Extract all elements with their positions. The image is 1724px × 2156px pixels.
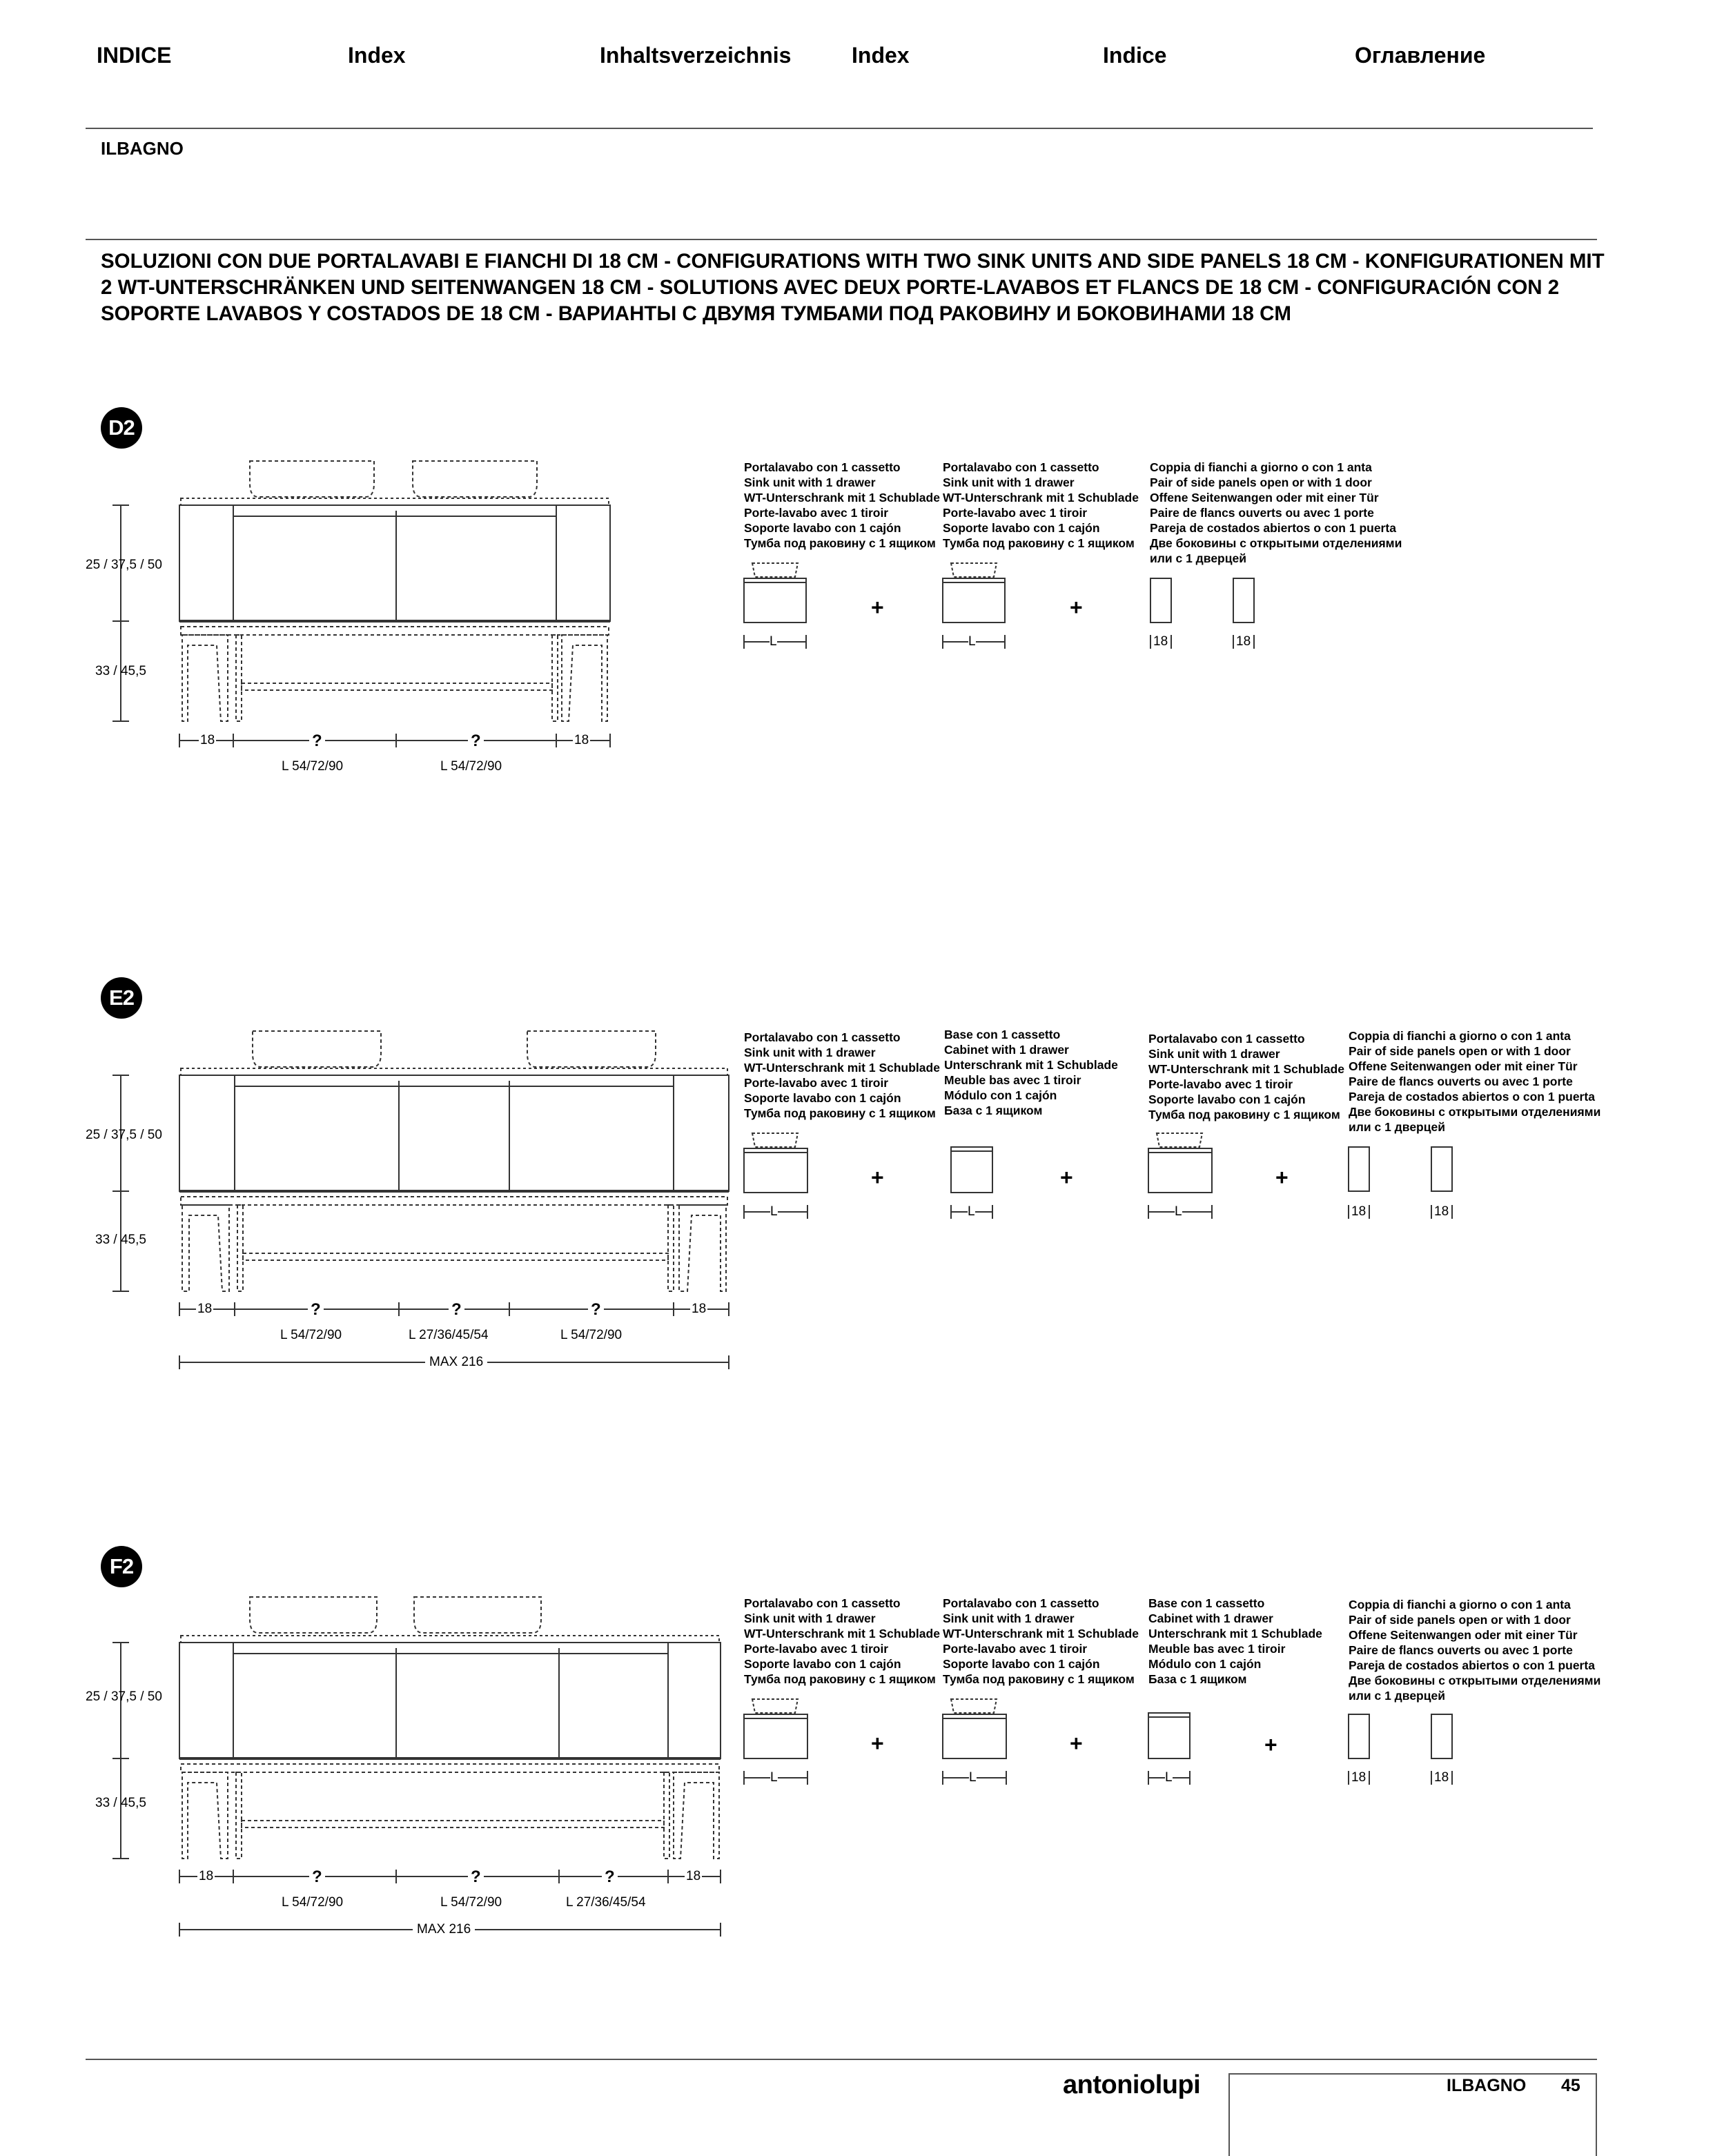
dim-width-1-d2: L 54/72/90	[282, 759, 344, 774]
plus-2-d2: +	[1070, 595, 1083, 620]
legend-sink-1-f2: Portalavabo con 1 cassetto Sink unit with 1 drawer WT-Unterschrank mit 1 Schublade Porte-lavabo avec 1 tiroir Soporte lavabo con 1 cajón Тумба под раковину с 1 ящиком	[744, 1596, 940, 1686]
legend-sink-1-e2: Portalavabo con 1 cassetto Sink unit with 1 drawer WT-Unterschrank mit 1 Schublade Porte-lavabo avec 1 tiroir Soporte lavabo con 1 cajón Тумба под раковину с 1 ящиком	[744, 1030, 940, 1120]
legend-sink-2-f2: Portalavabo con 1 cassetto Sink unit with 1 drawer WT-Unterschrank mit 1 Schublade Porte-lavabo avec 1 tiroir Soporte lavabo con 1 cajón Тумба под раковину с 1 ящиком	[943, 1596, 1139, 1686]
legend-sink-2-d2: Portalavabo con 1 cassetto Sink unit with 1 drawer WT-Unterschrank mit 1 Schublade Porte-lavabo avec 1 tiroir Soporte lavabo con 1 cajón Тумба под раковину с 1 ящиком	[943, 460, 1139, 550]
legend-panels-e2: Coppia di fianchi a giorno o con 1 anta Pair of side panels open or with 1 door Offene Seitenwangen oder mit einer Tür Paire de flancs ouverts ou avec 1 porte Pareja de costados abiertos o con 1 puerta Две боковины с открытыми отделениями или с 1 дверцей	[1349, 1029, 1601, 1134]
dim-max-f2: MAX 216	[413, 1922, 475, 1937]
icon-side-1-f2: 18	[1351, 1770, 1367, 1785]
dim-upper-height-d2: 25 / 37,5 / 50	[86, 558, 162, 572]
icon-side-2-e2: 18	[1434, 1204, 1449, 1219]
footer-divider	[86, 2059, 1597, 2060]
dim-lower-height-f2: 33 / 45,5	[95, 1796, 146, 1810]
plus-3-e2: +	[1275, 1165, 1289, 1190]
dim-q-1-f2: ?	[309, 1868, 325, 1887]
plus-1-e2: +	[871, 1165, 884, 1190]
dim-width-1-f2: L 54/72/90	[282, 1895, 344, 1910]
legend-sink-1-d2: Portalavabo con 1 cassetto Sink unit with 1 drawer WT-Unterschrank mit 1 Schublade Porte-lavabo avec 1 tiroir Soporte lavabo con 1 cajón Тумба под раковину с 1 ящиком	[744, 460, 940, 550]
dim-width-2-f2: L 54/72/90	[440, 1895, 502, 1910]
icon-side-1-e2: 18	[1351, 1204, 1367, 1219]
page-number: 45	[1561, 2076, 1580, 2095]
brand-logo: antoniolupi	[1063, 2070, 1201, 2099]
icon-L-2-e2: L	[968, 1204, 975, 1219]
dim-side-right-e2: 18	[692, 1302, 707, 1316]
legend-panels-d2: Coppia di fianchi a giorno o con 1 anta Pair of side panels open or with 1 door Offene Seitenwangen oder mit einer Tür Paire de flancs ouverts ou avec 1 porte Pareja de costados abiertos o con 1 puerta Две боковины с открытыми отделениями или с 1 дверцей	[1150, 460, 1402, 565]
index-title-ru: Оглавление	[1355, 43, 1486, 68]
index-title-fr: Index	[852, 43, 910, 68]
footer-section: ILBAGNO	[1447, 2076, 1527, 2095]
icon-L-2-d2: L	[968, 634, 976, 649]
icon-L-1-e2: L	[770, 1204, 778, 1219]
index-title-it: INDICE	[97, 43, 172, 68]
icon-L-3-e2: L	[1175, 1204, 1182, 1219]
legend-base-f2: Base con 1 cassetto Cabinet with 1 drawer Unterschrank mit 1 Schublade Meuble bas avec 1 tiroir Módulo con 1 cajón База с 1 ящиком	[1148, 1596, 1322, 1686]
dim-lower-height-d2: 33 / 45,5	[95, 664, 146, 678]
dim-side-left-e2: 18	[197, 1302, 213, 1316]
dim-q-1-e2: ?	[308, 1300, 324, 1320]
plus-2-f2: +	[1070, 1731, 1083, 1756]
dim-q-2-e2: ?	[449, 1300, 464, 1320]
icon-L-3-f2: L	[1165, 1770, 1173, 1785]
dim-upper-height-f2: 25 / 37,5 / 50	[86, 1689, 162, 1704]
dim-width-2-d2: L 54/72/90	[440, 759, 502, 774]
dim-upper-height-e2: 25 / 37,5 / 50	[86, 1128, 162, 1142]
page-heading: SOLUZIONI CON DUE PORTALAVABI E FIANCHI DI 18 CM - CONFIGURATIONS WITH TWO SINK UNITS AND SIDE PANELS 18 CM - KONFIGURATIONEN MIT 2 WT-UNTERSCHRÄNKEN UND SEITENWANGEN 18 CM - SOLUTIONS AVEC DEUX PORTE-LAVABOS ET FLANCS DE 18 CM - CONFIGURACIÓN CON 2 SOPORTE LAVABOS Y COSTADOS DE 18 CM - ВАРИАНТЫ С ДВУМЯ ТУМБАМИ ПОД РАКОВИНУ И БОКОВИНАМИ 18 CM	[101, 250, 1605, 325]
index-title-en: Index	[348, 43, 406, 68]
dim-q-3-e2: ?	[588, 1300, 604, 1320]
dim-width-1-e2: L 54/72/90	[280, 1328, 342, 1342]
legend-panels-f2: Coppia di fianchi a giorno o con 1 anta Pair of side panels open or with 1 door Offene Seitenwangen oder mit einer Tür Paire de flancs ouverts ou avec 1 porte Pareja de costados abiertos o con 1 puerta Две боковины с открытыми отделениями или с 1 дверцей	[1349, 1598, 1601, 1703]
legend-base-e2: Base con 1 cassetto Cabinet with 1 drawer Unterschrank mit 1 Schublade Meuble bas avec 1 tiroir Módulo con 1 cajón База с 1 ящиком	[944, 1028, 1118, 1117]
plus-2-e2: +	[1060, 1165, 1073, 1190]
legend-sink-2-e2: Portalavabo con 1 cassetto Sink unit with 1 drawer WT-Unterschrank mit 1 Schublade Porte-lavabo avec 1 tiroir Soporte lavabo con 1 cajón Тумба под раковину с 1 ящиком	[1148, 1032, 1344, 1121]
dim-side-left-f2: 18	[199, 1869, 214, 1883]
dim-width-3-e2: L 54/72/90	[560, 1328, 623, 1342]
dim-width-3-f2: L 27/36/45/54	[566, 1895, 646, 1910]
dim-side-right-d2: 18	[574, 733, 589, 747]
dim-side-left-d2: 18	[200, 733, 215, 747]
dim-q-1-d2: ?	[309, 732, 325, 751]
config-badge-d2: D2	[101, 407, 142, 449]
section-title: ILBAGNO	[101, 138, 184, 159]
dim-q-2-d2: ?	[468, 732, 484, 751]
plus-1-f2: +	[871, 1731, 884, 1756]
dim-max-e2: MAX 216	[425, 1355, 487, 1370]
icon-side-2-d2: 18	[1236, 634, 1251, 649]
icon-L-1-f2: L	[770, 1770, 778, 1785]
plus-3-f2: +	[1264, 1732, 1277, 1757]
config-badge-f2: F2	[101, 1546, 142, 1587]
dim-side-right-f2: 18	[686, 1869, 701, 1883]
dim-width-2-e2: L 27/36/45/54	[409, 1328, 489, 1342]
dim-q-2-f2: ?	[468, 1868, 484, 1887]
icon-side-1-d2: 18	[1153, 634, 1168, 649]
icon-side-2-f2: 18	[1434, 1770, 1449, 1785]
footer-box	[1228, 2073, 1597, 2156]
icon-L-2-f2: L	[969, 1770, 977, 1785]
icon-L-1-d2: L	[770, 634, 777, 649]
plus-1-d2: +	[871, 595, 884, 620]
dim-lower-height-e2: 33 / 45,5	[95, 1233, 146, 1247]
config-badge-e2: E2	[101, 977, 142, 1019]
dim-q-3-f2: ?	[602, 1868, 618, 1887]
index-title-es: Indice	[1103, 43, 1167, 68]
index-title-de: Inhaltsverzeichnis	[600, 43, 792, 68]
